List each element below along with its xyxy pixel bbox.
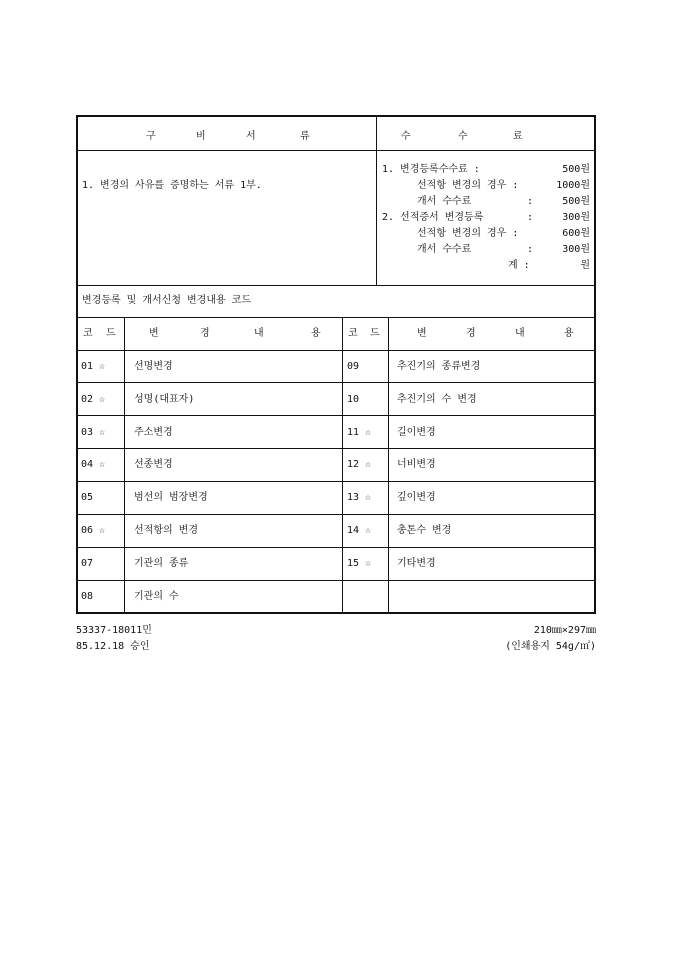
docs-header-char: 비: [196, 131, 206, 142]
header-divider: [76, 150, 596, 151]
row-divider: [76, 448, 596, 449]
top-section-bottom: [76, 285, 596, 286]
row-divider: [76, 415, 596, 416]
row-content: 주소변경: [134, 427, 173, 438]
fee-label: 개서 수수료: [417, 196, 472, 207]
row-code: 10: [347, 394, 360, 405]
row-code: 09: [347, 361, 360, 372]
row-divider: [76, 382, 596, 383]
fee-total-label: 계 :: [508, 260, 530, 271]
approval-date: 85.12.18 승인: [76, 641, 150, 652]
row-content: 길이변경: [397, 427, 436, 438]
col-header-content-char: 경: [466, 328, 476, 339]
fee-label: 선적항 변경의 경우 :: [417, 180, 519, 191]
fee-value: 600원: [562, 228, 590, 239]
row-code: 11 ☆: [347, 427, 372, 438]
fee-value: 300원: [562, 212, 590, 223]
row-code: 12 ☆: [347, 459, 372, 470]
docs-header-char: 류: [300, 131, 310, 142]
right-border-bottom: [594, 285, 596, 614]
col-header-content-char: 내: [254, 328, 264, 339]
right-border-top: [594, 115, 596, 285]
col-header-content-char: 변: [417, 328, 427, 339]
col-header-content-char: 경: [200, 328, 210, 339]
fee-label: 1. 변경등록수수료 :: [382, 164, 480, 175]
row-code: 14 ☆: [347, 525, 372, 536]
fee-header-char: 료: [513, 131, 523, 142]
fee-header-char: 수: [458, 131, 468, 142]
col-header-code-char: 코: [348, 328, 358, 339]
row-code: 02 ☆: [81, 394, 106, 405]
row-code: 08: [81, 591, 94, 602]
left-border-top: [76, 115, 78, 285]
docs-header-char: 서: [246, 131, 256, 142]
col-header-code-char: 코: [83, 328, 93, 339]
row-content: 추진기의 종류변경: [397, 361, 481, 372]
col-header-content-char: 내: [515, 328, 525, 339]
row-content: 선종변경: [134, 459, 173, 470]
row-content: 선명변경: [134, 361, 173, 372]
row-code: 15 ☆: [347, 558, 372, 569]
col-divider-right-code: [388, 317, 389, 612]
row-divider: [76, 580, 596, 581]
row-code: 13 ☆: [347, 492, 372, 503]
left-border-bottom: [76, 285, 78, 614]
fee-label: 선적항 변경의 경우 :: [417, 228, 519, 239]
top-border: [76, 115, 596, 117]
col-header-code-char: 드: [370, 328, 380, 339]
row-content: 기타변경: [397, 558, 436, 569]
col-header-content-char: 변: [149, 328, 159, 339]
row-divider: [76, 547, 596, 548]
paper-spec: (인쇄용지 54g/㎡): [505, 641, 596, 652]
row-content: 기관의 수: [134, 591, 179, 602]
row-content: 총톤수 변경: [397, 525, 452, 536]
row-content: 선적항의 변경: [134, 525, 198, 536]
row-code: 05: [81, 492, 94, 503]
row-content: 너비변경: [397, 459, 436, 470]
col-divider-left-code: [124, 317, 125, 612]
col-header-content-char: 용: [564, 328, 574, 339]
code-section-title: 변경등록 및 개서신청 변경내용 코드: [82, 295, 251, 306]
col-header-content-char: 용: [311, 328, 321, 339]
fee-value: 300원: [562, 244, 590, 255]
fee-value: 500원: [562, 196, 590, 207]
code-header-bottom: [76, 350, 596, 351]
fee-label: 개서 수수료: [417, 244, 472, 255]
paper-size: 210㎜×297㎜: [533, 625, 596, 636]
fee-header-char: 수: [401, 131, 411, 142]
fee-value: 1000원: [556, 180, 590, 191]
row-content: 추진기의 수 변경: [397, 394, 477, 405]
row-content: 깊이변경: [397, 492, 436, 503]
row-code: 06 ☆: [81, 525, 106, 536]
docs-header-char: 구: [146, 131, 156, 142]
row-content: 범선의 범장변경: [134, 492, 208, 503]
col-header-code-char: 드: [106, 328, 116, 339]
fee-label: 2. 선적증서 변경등록: [382, 212, 484, 223]
fee-colon: :: [527, 244, 534, 255]
form-number: 53337-18011민: [76, 625, 152, 636]
col-divider-middle: [342, 317, 343, 612]
row-code: 07: [81, 558, 94, 569]
row-code: 03 ☆: [81, 427, 106, 438]
required-documents-text: 1. 변경의 사유를 증명하는 서류 1부.: [82, 180, 262, 191]
code-title-bottom: [76, 317, 596, 318]
code-section-bottom: [76, 612, 596, 614]
row-divider: [76, 514, 596, 515]
row-code: 01 ☆: [81, 361, 106, 372]
row-divider: [76, 481, 596, 482]
fee-total-value: 원: [580, 260, 590, 271]
row-content: 기관의 종류: [134, 558, 189, 569]
row-code: 04 ☆: [81, 459, 106, 470]
row-content: 성명(대표자): [134, 394, 195, 405]
fee-colon: :: [527, 212, 534, 223]
fee-colon: :: [527, 196, 534, 207]
fee-value: 500원: [562, 164, 590, 175]
top-mid-divider: [376, 115, 377, 285]
